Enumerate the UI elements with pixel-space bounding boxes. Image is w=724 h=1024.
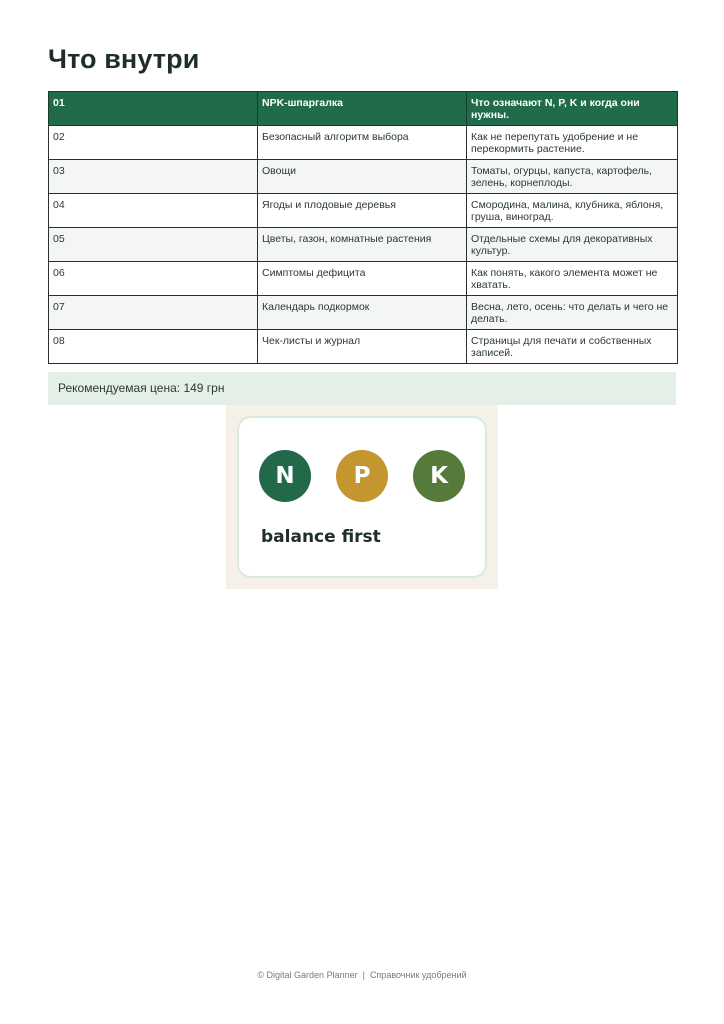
row-description: Смородина, малина, клубника, яблоня, груша, виноград. — [467, 194, 678, 228]
row-number: 04 — [49, 194, 258, 228]
header-cell-description: Что означают N, P, K и когда они нужны. — [467, 92, 678, 126]
page-title: Что внутри — [48, 44, 200, 74]
row-section: Симптомы дефицита — [258, 262, 467, 296]
row-description: Отдельные схемы для декоративных культур. — [467, 228, 678, 262]
nitrogen-circle: N — [259, 450, 311, 502]
contents-table — [48, 91, 678, 364]
row-number: 06 — [49, 262, 258, 296]
row-number: 03 — [49, 160, 258, 194]
table-row — [49, 194, 678, 228]
cover-card — [237, 416, 487, 578]
header-cell-section: NPK-шпаргалка — [258, 92, 467, 126]
row-number: 07 — [49, 296, 258, 330]
potassium-circle: K — [413, 450, 465, 502]
row-description: Весна, лето, осень: что делать и чего не делать. — [467, 296, 678, 330]
row-section: Цветы, газон, комнатные растения — [258, 228, 467, 262]
row-description: Страницы для печати и собственных записей. — [467, 330, 678, 364]
row-section: Ягоды и плодовые деревья — [258, 194, 467, 228]
phosphorus-circle: P — [336, 450, 388, 502]
row-section: Чек-листы и журнал — [258, 330, 467, 364]
row-section: Безопасный алгоритм выбора — [258, 126, 467, 160]
price-text: Рекомендуемая цена: 149 грн — [58, 381, 225, 395]
table-row — [49, 296, 678, 330]
table-row — [49, 126, 678, 160]
footer-subtitle: Справочник удобрений — [369, 970, 467, 980]
table-row — [49, 262, 678, 296]
row-description: Как не перепутать удобрение и не перекормить растение. — [467, 126, 678, 160]
row-number: 08 — [49, 330, 258, 364]
row-section: Календарь подкормок — [258, 296, 467, 330]
header-cell-number: 01 — [49, 92, 258, 126]
table-row — [49, 330, 678, 364]
footer-brand: © Digital Garden Planner — [257, 970, 358, 980]
page-footer — [0, 970, 724, 980]
table-header-row — [49, 92, 678, 126]
footer-separator: | — [362, 970, 365, 980]
cover-tagline: balance first — [261, 527, 381, 547]
row-description: Как понять, какого элемента может не хватать. — [467, 262, 678, 296]
table-row — [49, 228, 678, 262]
row-description: Томаты, огурцы, капуста, картофель, зелень, корнеплоды. — [467, 160, 678, 194]
row-number: 02 — [49, 126, 258, 160]
row-section: Овощи — [258, 160, 467, 194]
table-row — [49, 160, 678, 194]
cover-image — [226, 405, 498, 589]
price-box — [48, 372, 676, 405]
row-number: 05 — [49, 228, 258, 262]
